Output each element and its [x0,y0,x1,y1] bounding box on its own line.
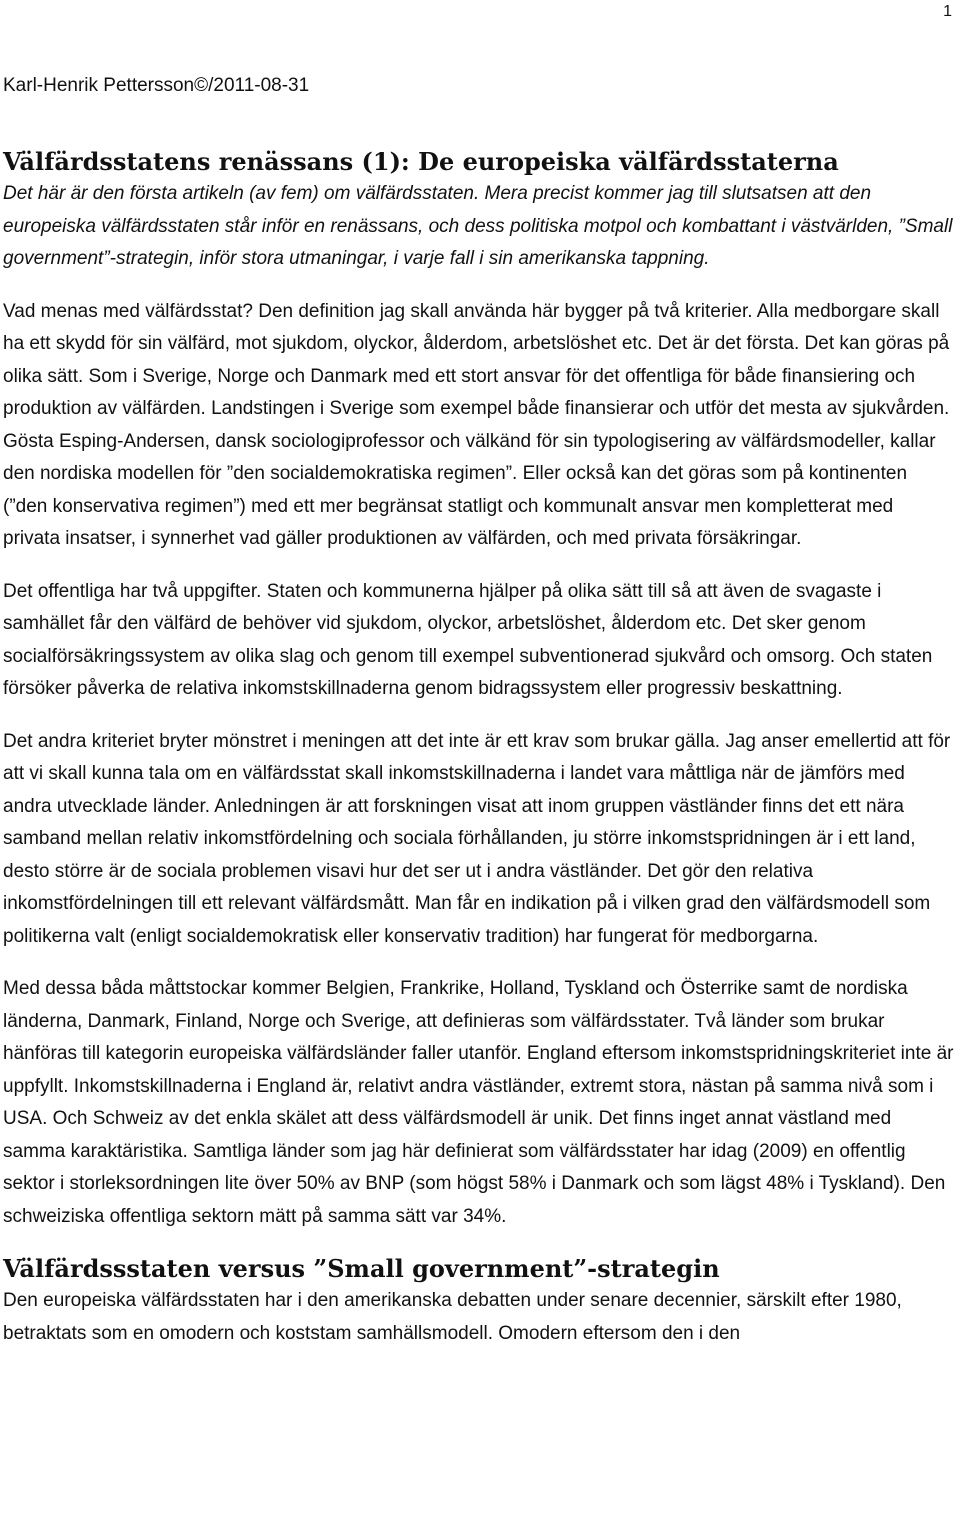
paragraph-second-criterion: Det andra kriteriet bryter mönstret i meningen att det inte är ett krav som brukar gälla. Jag anser emellertid att för att vi skall kunna tala om en välfärdsstat skall inkomstskillnaderna i landet vara måttliga när de jämförs med andra utvecklade länder. Anledningen är att forskningen visat att inom gruppen västländer finns det ett nära samband mellan relativ inkomstfördelning och sociala förhållanden, ju större inkomstspridningen är i ett land, desto större är de sociala problemen visavi hur det ser ut i andra västländer. Det gör den relativa inkomstfördelningen till ett relevant välfärdsmått. Man får en indikation på i vilken grad den välfärdsmodell som politikerna valt (enligt socialdemokratisk eller konservativ tradition) har fungerat för medborgarna. [3,730,951,947]
paragraph-definition: Vad menas med välfärdsstat? Den definition jag skall använda här bygger på två kriterier. Alla medborgare skall ha ett skydd för sin välfärd, mot sjukdom, olyckor, ålderdom, arbetslöshet etc. Det är det första. Det kan göras på olika sätt. Som i Sverige, Norge och Danmark med ett stort ansvar för det offentliga för både finansiering och produktion av välfärden. Landstingen i Sverige som exempel både finansierar och utför det mesta av sjukvården. Gösta Esping-Andersen, dansk sociologiprofessor och välkänd för sin typologisering av välfärdsmodeller, kallar den nordiska modellen för ”den socialdemokratiska regimen”. Eller också kan det göras som på kontinenten (”den konservativa regimen”) med ett mer begränsat statligt och kommunalt ansvar men kompletterat med privata insatser, i synnerhet vad gäller produktionen av välfärden, och med privata försäkringar. [3,300,950,549]
section-heading: Välfärdssstaten versus ”Small government”-strategin [3,1254,720,1283]
article-intro: Det här är den första artikeln (av fem) om välfärdsstaten. Mera precist kommer jag till slutsatsen att den europeiska välfärdsstaten står inför en renässans, och dess politiska motpol och kombattant i västvärlden, ”Small government”-strategin, inför stora utmaningar, i varje fall i sin amerikanska tappning. [3,183,953,269]
article-body [3,70,955,1350]
section-paragraph: Den europeiska välfärdsstaten har i den amerikanska debatten under senare decennier, särskilt efter 1980, betraktats som en omodern och koststam samhällsmodell. Omodern eftersom den i den [3,1290,902,1344]
article-title: Välfärdsstatens renässans (1): De europeiska välfärdsstaterna [3,147,839,176]
paragraph-public-tasks: Det offentliga har två uppgifter. Staten och kommunerna hjälper på olika sätt till så att även de svagaste i samhället får den välfärd de behöver vid sjukdom, olyckor, arbetslöshet, ålderdom etc. Det sker genom socialförsäkringssystem av olika slag och genom till exempel subventionerad sjukvård och omsorg. Och staten försöker påverka de relativa inkomstskillnaderna genom bidragssystem eller progressiv beskattning. [3,580,933,699]
author-line: Karl-Henrik Pettersson©/2011-08-31 [3,75,310,96]
paragraph-country-list: Med dessa båda måttstockar kommer Belgien, Frankrike, Holland, Tyskland och Österrike samt de nordiska länderna, Danmark, Finland, Norge och Sverige, att definieras som välfärdsstater. Två länder som brukar hänföras till kategorin europeiska välfärdsländer faller utanför. England eftersom inkomstspridningskriteriet inte är uppfyllt. Inkomstskillnaderna i England är, relativt andra västländer, extremt stora, nästan på samma nivå som i USA. Och Schweiz av det enkla skälet att dess välfärdsmodell är unik. Det finns inget annat västland med samma karaktäristika. Samtliga länder som jag här definierat som välfärdsstater har idag (2009) en offentlig sektor i storleksordningen lite över 50% av BNP (som högst 58% i Danmark och som lägst 48% i Tyskland). Den schweiziska offentliga sektorn mätt på samma sätt var 34%. [3,978,954,1227]
page-number: 1 [943,3,952,20]
